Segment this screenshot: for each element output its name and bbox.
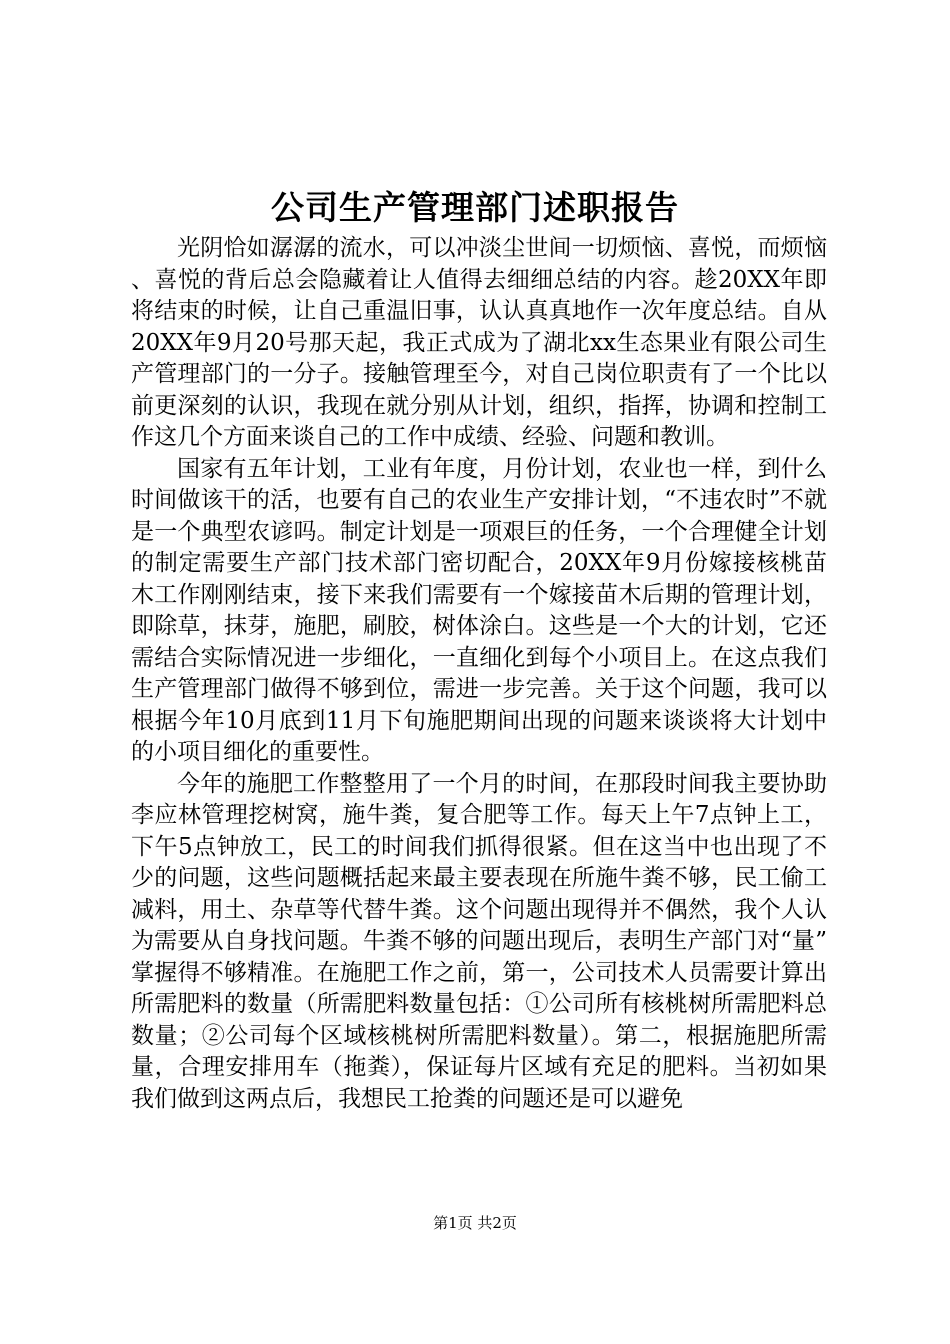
paragraph-3: 今年的施肥工作整整用了一个月的时间，在那段时间我主要协助李应林管理挖树窝，施牛粪，复合肥等工作。每天上午7点钟上工，下午5点钟放工，民工的时间我们抓得很紧。但在这当中也出现了不少的问题，这些问题概括起来最主要表现在所施牛粪不够，民工偷工减料，用土、杂草等代替牛粪。这个问题出现得并不偶然，我个人认为需要从自身找问题。牛粪不够的问题出现后，表明生产部门对“量”掌握得不够精准。在施肥工作之前，第一，公司技术人员需要计算出所需肥料的数量（所需肥料数量包括：①公司所有核桃树所需肥料总数量；②公司每个区域核桃树所需肥料数量）。第二，根据施肥所需量，合理安排用车（拖粪），保证每片区域有充足的肥料。当初如果我们做到这两点后，我想民工抢粪的问题还是可以避免	[131, 770, 827, 1112]
document-body	[131, 233, 827, 1115]
paragraph-1: 光阴恰如潺潺的流水，可以冲淡尘世间一切烦恼、喜悦，而烦恼、喜悦的背后总会隐藏着让人值得去细细总结的内容。趁20XX年即将结束的时候，让自己重温旧事，认认真真地作一次年度总结。自从20XX年9月20号那天起，我正式成为了湖北xx生态果业有限公司生产管理部门的一分子。接触管理至今，对自己岗位职责有了一个比以前更深刻的认识，我现在就分别从计划，组织，指挥，协调和控制工作这几个方面来谈自己的工作中成绩、经验、问题和教训。	[131, 235, 827, 450]
document-title: 公司生产管理部门述职报告	[271, 188, 679, 227]
page-footer: 第1页 共2页	[433, 1214, 517, 1232]
paragraph-2: 国家有五年计划，工业有年度，月份计划，农业也一样，到什么时间做该干的活，也要有自己的农业生产安排计划，“不违农时”不就是一个典型农谚吗。制定计划是一项艰巨的任务，一个合理健全计划的制定需要生产部门技术部门密切配合，20XX年9月份嫁接核桃苗木工作刚刚结束，接下来我们需要有一个嫁接苗木后期的管理计划，即除草，抹芽，施肥，刷胶，树体涂白。这些是一个大的计划，它还需结合实际情况进一步细化，一直细化到每个小项目上。在这点我们生产管理部门做得不够到位，需进一步完善。关于这个问题，我可以根据今年10月底到11月下旬施肥期间出现的问题来谈谈将大计划中的小项目细化的重要性。	[131, 455, 827, 765]
